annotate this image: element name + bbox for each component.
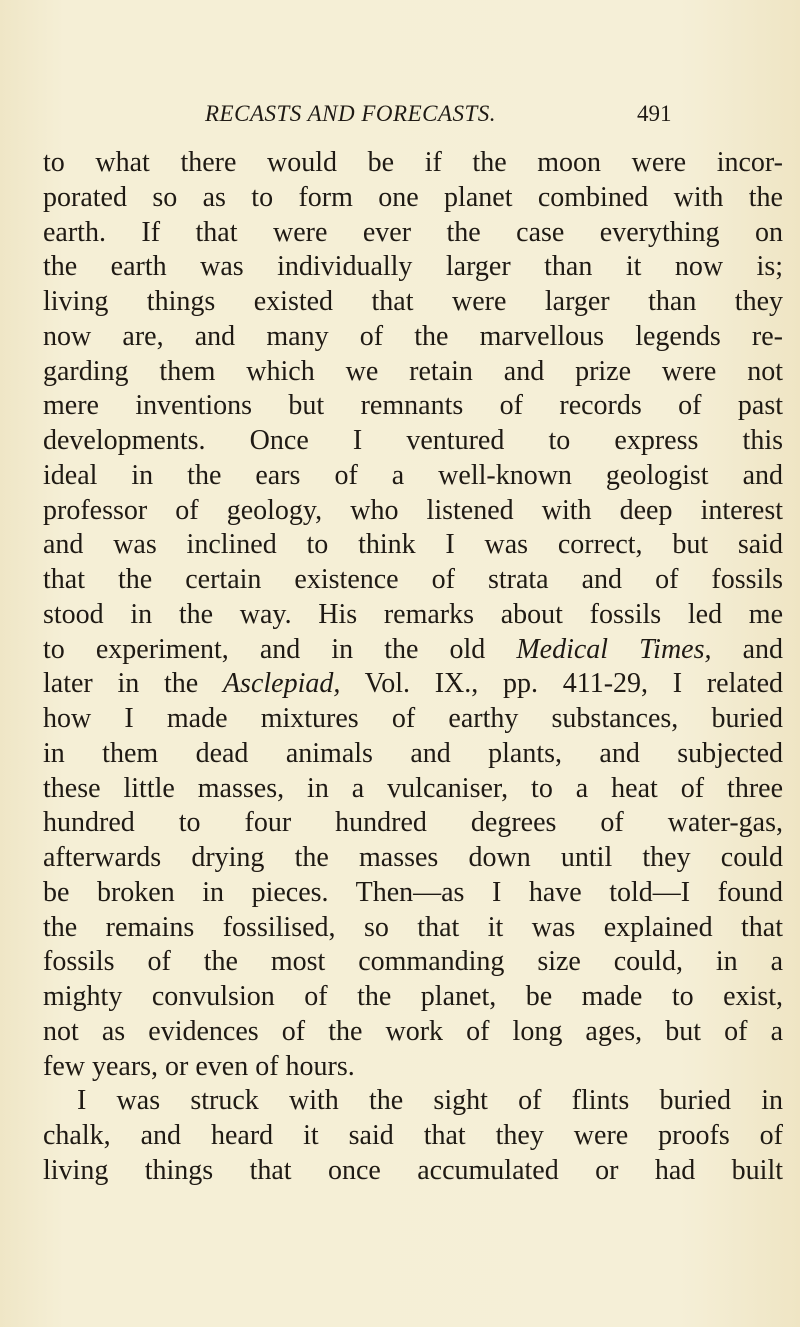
text-line [43,737,783,772]
text-run: to experiment, and in the old [43,633,486,665]
text-run: earth. If that were ever the case everything on [43,216,783,248]
text-run: porated so as to form one planet combined with the [43,181,783,213]
body-text [43,146,783,1189]
text-line [43,945,783,980]
text-line [43,911,783,946]
text-run: now are, and many of the marvellous legends re- [43,320,783,352]
text-line [43,702,783,737]
text-run: afterwards drying the masses down until they could [43,842,783,873]
text-line [43,563,783,598]
text-run: developments. Once I ventured to express this [43,425,783,456]
text-run: in them dead animals and plants, and subjected [43,737,783,769]
text-line [43,424,783,459]
text-line [43,494,783,529]
text-line [43,980,783,1015]
text-line [43,146,783,181]
text-run: that the certain existence of strata and of fossils [43,564,783,595]
text-line [43,1154,783,1189]
text-line [43,355,783,390]
text-line [43,772,783,807]
text-line [43,841,783,876]
text-run: the earth was individually larger than it now is; [43,251,783,283]
text-run: not as evidences of the work of long ages, but of a [43,1015,783,1047]
text-run: living things existed that were larger than they [43,286,783,317]
text-run: stood in the way. His remarks about fossils led me [43,598,783,630]
text-line [43,459,783,494]
text-line [43,806,783,841]
text-line [43,1084,783,1119]
text-line [43,250,783,285]
text-run: I was struck with the sight of flints buried in [77,1085,783,1117]
text-run-italic: Medical Times, [516,633,712,665]
page-number: 491 [637,101,672,126]
text-run: mighty convulsion of the planet, be made to exist, [43,981,783,1012]
text-run: professor of geology, who listened with deep interest [43,494,783,526]
text-run: mere inventions but remnants of records of past [43,390,783,422]
text-run: few years, or even of hours. [43,1050,355,1082]
text-run: garding them which we retain and prize were not [43,355,783,387]
text-line [43,876,783,911]
text-run: Vol. IX., pp. 411-29, I related [364,668,783,700]
text-run: living things that once accumulated or had built [43,1154,783,1186]
text-line [43,389,783,424]
text-line [43,181,783,216]
text-run-italic: Asclepiad, [222,668,341,700]
text-line [43,285,783,320]
text-line [43,1119,783,1154]
text-line [43,1050,783,1085]
text-run: fossils of the most commanding size could, in a [43,946,783,978]
text-line [43,1015,783,1050]
text-line [43,598,783,633]
text-run: later in the [43,668,199,700]
text-run: how I made mixtures of earthy substances, buried [43,703,783,734]
text-run: and was inclined to think I was correct, but said [43,529,783,561]
text-run: to what there would be if the moon were incor- [43,147,783,178]
text-run: hundred to four hundred degrees of water-gas, [43,807,783,839]
running-head: RECASTS AND FORECASTS. [205,101,497,126]
text-line [43,320,783,355]
text-run: these little masses, in a vulcaniser, to a heat of three [43,772,783,804]
text-run: chalk, and heard it said that they were proofs of [43,1120,783,1151]
page-header [0,101,800,131]
text-run: and [742,633,783,665]
text-run: the remains fossilised, so that it was explained that [43,911,783,943]
text-run: ideal in the ears of a well-known geologist and [43,459,783,491]
text-line [43,667,783,702]
text-line [43,633,783,668]
text-line [43,528,783,563]
text-line [43,216,783,251]
text-run: be broken in pieces. Then—as I have told—I found [43,876,783,908]
